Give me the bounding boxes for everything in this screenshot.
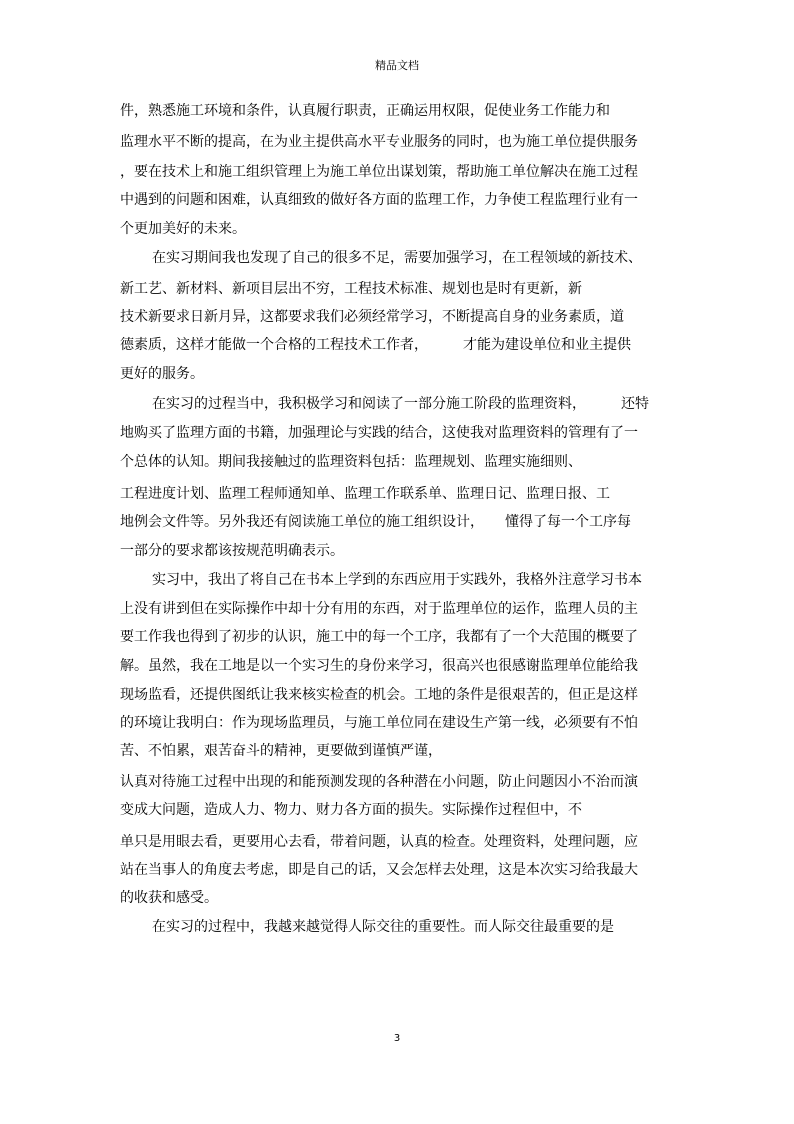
text-line: 中遇到的问题和困难，认真细致的做好各方面的监理工作，力争使工程监理行业有一 bbox=[120, 192, 638, 208]
text-line: 单只是用眼去看，更要用心去看，带着问题，认真的检查。处理资料，处理问题，应 bbox=[120, 834, 638, 850]
paragraph-first-line: 在实习的过程当中，我积极学习和阅读了一部分施工阶段的监理资料， 还特 bbox=[152, 396, 649, 412]
text-line: 地购买了监理方面的书籍，加强理论与实践的结合，这使我对监理资料的管理有了一 bbox=[120, 425, 638, 441]
page-header: 精品文档 bbox=[375, 59, 419, 72]
paragraph-first-line: 在实习期间我也发现了自己的很多不足，需要加强学习，在工程领域的新技术、 bbox=[152, 250, 642, 266]
text-line: 个总体的认知。期间我接触过的监理资料包括：监理规划、监理实施细则、 bbox=[120, 454, 582, 470]
text-line: 工程进度计划、监理工程师通知单、监理工作联系单、监理日记、监理日报、工 bbox=[120, 486, 610, 502]
text-line: 新工艺、新材料、新项目层出不穷，工程技术标准、规划也是时有更新，新 bbox=[120, 281, 582, 297]
text-line: 苦、不怕累，艰苦奋斗的精神，更要做到谨慎严谨， bbox=[120, 743, 442, 759]
text-line: 解。虽然，我在工地是以一个实习生的身份来学习，很高兴也很感谢监理单位能给我 bbox=[120, 658, 638, 674]
text-line: 地例会文件等。另外我还有阅读施工单位的施工组织设计， 懂得了每一个工序每 bbox=[120, 514, 631, 530]
text-line: 个更加美好的未来。 bbox=[120, 221, 246, 237]
text-line: ，要在技术上和施工组织管理上为施工单位出谋划策，帮助施工单位解决在施工过程 bbox=[120, 164, 638, 180]
text-line: 监理水平不断的提高，在为业主提供高水平专业服务的同时，也为施工单位提供服务 bbox=[120, 134, 638, 150]
paragraph-first-line: 在实习的过程中，我越来越觉得人际交往的重要性。而人际交往最重要的是 bbox=[152, 919, 614, 935]
text-line: 的收获和感受。 bbox=[120, 890, 218, 906]
text-line: 德素质，这样才能做一个合格的工程技术工作者， 才能为建设单位和业主提供 bbox=[120, 337, 631, 353]
text-line: 一部分的要求都该按规范明确表示。 bbox=[120, 543, 344, 559]
text-line: 技术新要求日新月异，这都要求我们必须经常学习，不断提高自身的业务素质，道 bbox=[120, 309, 624, 325]
text-line: 要工作我也得到了初步的认识，施工中的每一个工序，我都有了一个大范围的概要了 bbox=[120, 629, 638, 645]
paragraph-first-line: 实习中，我出了将自己在书本上学到的东西应用于实践外，我格外注意学习书本 bbox=[152, 572, 642, 588]
text-line: 变成大问题，造成人力、物力、财力各方面的损失。实际操作过程但中，不 bbox=[120, 802, 582, 818]
text-line: 件，熟悉施工环境和条件，认真履行职责，正确运用权限，促使业务工作能力和 bbox=[120, 103, 610, 119]
text-line: 的环境让我明白：作为现场监理员，与施工单位同在建设生产第一线，必须要有不怕 bbox=[120, 715, 638, 731]
page-number: 3 bbox=[393, 1033, 401, 1044]
text-line: 现场监看，还提供图纸让我来核实检查的机会。工地的条件是很艰苦的，但正是这样 bbox=[120, 687, 638, 703]
text-line: 更好的服务。 bbox=[120, 366, 204, 382]
text-line: 站在当事人的角度去考虑，即是自己的话，又会怎样去处理，这是本次实习给我最大 bbox=[120, 862, 638, 878]
text-line: 上没有讲到但在实际操作中却十分有用的东西，对于监理单位的运作，监理人员的主 bbox=[120, 601, 638, 617]
text-line: 认真对待施工过程中出现的和能预测发现的各种潜在小问题，防止问题因小不治而演 bbox=[120, 774, 638, 790]
